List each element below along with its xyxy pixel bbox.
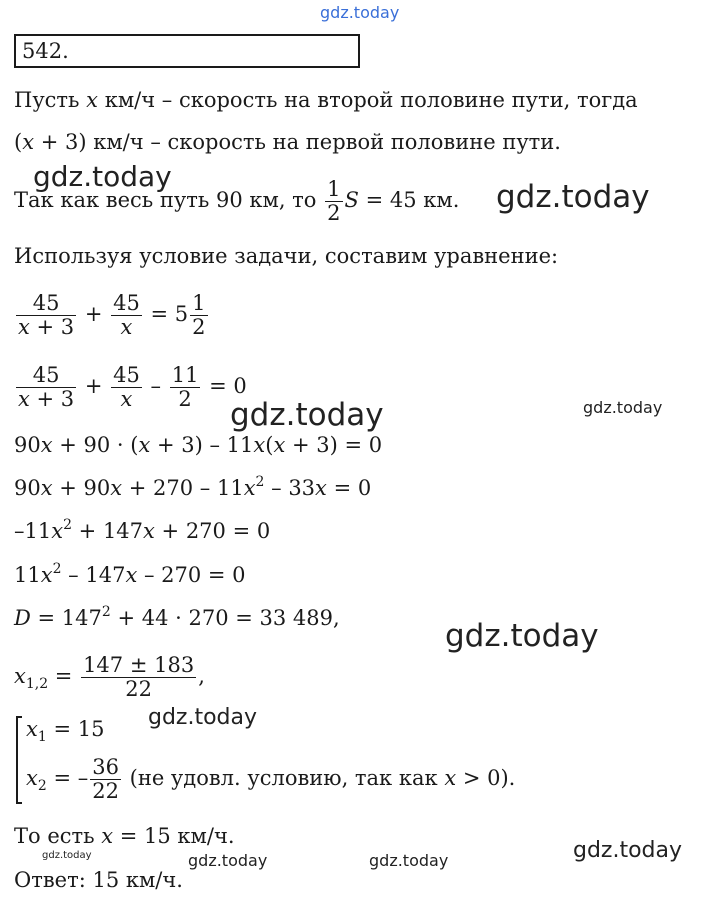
root-1: $x_1 = 15$ [26, 717, 105, 745]
equation-3: 90x + 90 · (x + 3) – 11x(x + 3) = 0 [14, 433, 383, 457]
equation-5: $-11x^2 + 147x + 270 = 0$ [14, 517, 271, 543]
problem-number-box [14, 34, 360, 68]
equation-1: $\frac{45}{x + 3}$ + $\frac{45}{x}$ = 5 $\frac{1}{2}$ [18, 291, 206, 339]
text-line-4: Используя условие задачи, составим уравнение: [14, 244, 559, 268]
equation-2: $\frac{45}{x + 3}$ + $\frac{45}{x}$ – $\frac{11}{2}$ = 0 [18, 363, 247, 411]
equation-6: $11x^2 - 147x - 270 = 0$ [14, 561, 246, 587]
watermark: gdz.today [188, 851, 268, 870]
watermark: gdz.today [496, 179, 650, 215]
watermark: gdz.today [230, 397, 384, 433]
roots-formula: $x_{1,2}$ = $\frac{147 \pm 183}{22}$ , [14, 653, 205, 701]
watermark: gdz.today [445, 618, 599, 654]
watermark: gdz.today [583, 398, 663, 417]
fraction-half: $\frac{1}{2}$ [327, 177, 341, 225]
root-2: $x_2$ = – $\frac{36}{22}$ (не удовл. условию, так как x > 0). [26, 755, 516, 803]
root-set-bracket [16, 716, 22, 804]
equation-4: $90x + 90x + 270 - 11x^2 - 33x = 0$ [14, 474, 372, 500]
conclusion-line: То есть x = 15 км/ч. [14, 824, 235, 848]
text-line-2: (x + 3) км/ч – скорость на первой половине пути. [14, 130, 561, 154]
watermark-top: gdz.today [320, 3, 400, 22]
watermark: gdz.today [573, 838, 683, 863]
watermark: gdz.today [33, 160, 172, 193]
watermark: gdz.today [369, 851, 449, 870]
text-line-3: Так как весь путь 90 км, то $\frac{1}{2}$ S = 45 км. [14, 177, 460, 225]
answer-line: Ответ: 15 км/ч. [14, 868, 183, 892]
watermark: gdz.today [42, 850, 92, 861]
discriminant-line: $D = 147^2 + 44 \cdot 270 = 33$ 489, [14, 604, 340, 630]
watermark: gdz.today [148, 705, 258, 730]
text-line-1: Пусть x км/ч – скорость на второй половине пути, тогда [14, 88, 638, 112]
problem-number: 542. [22, 39, 69, 63]
